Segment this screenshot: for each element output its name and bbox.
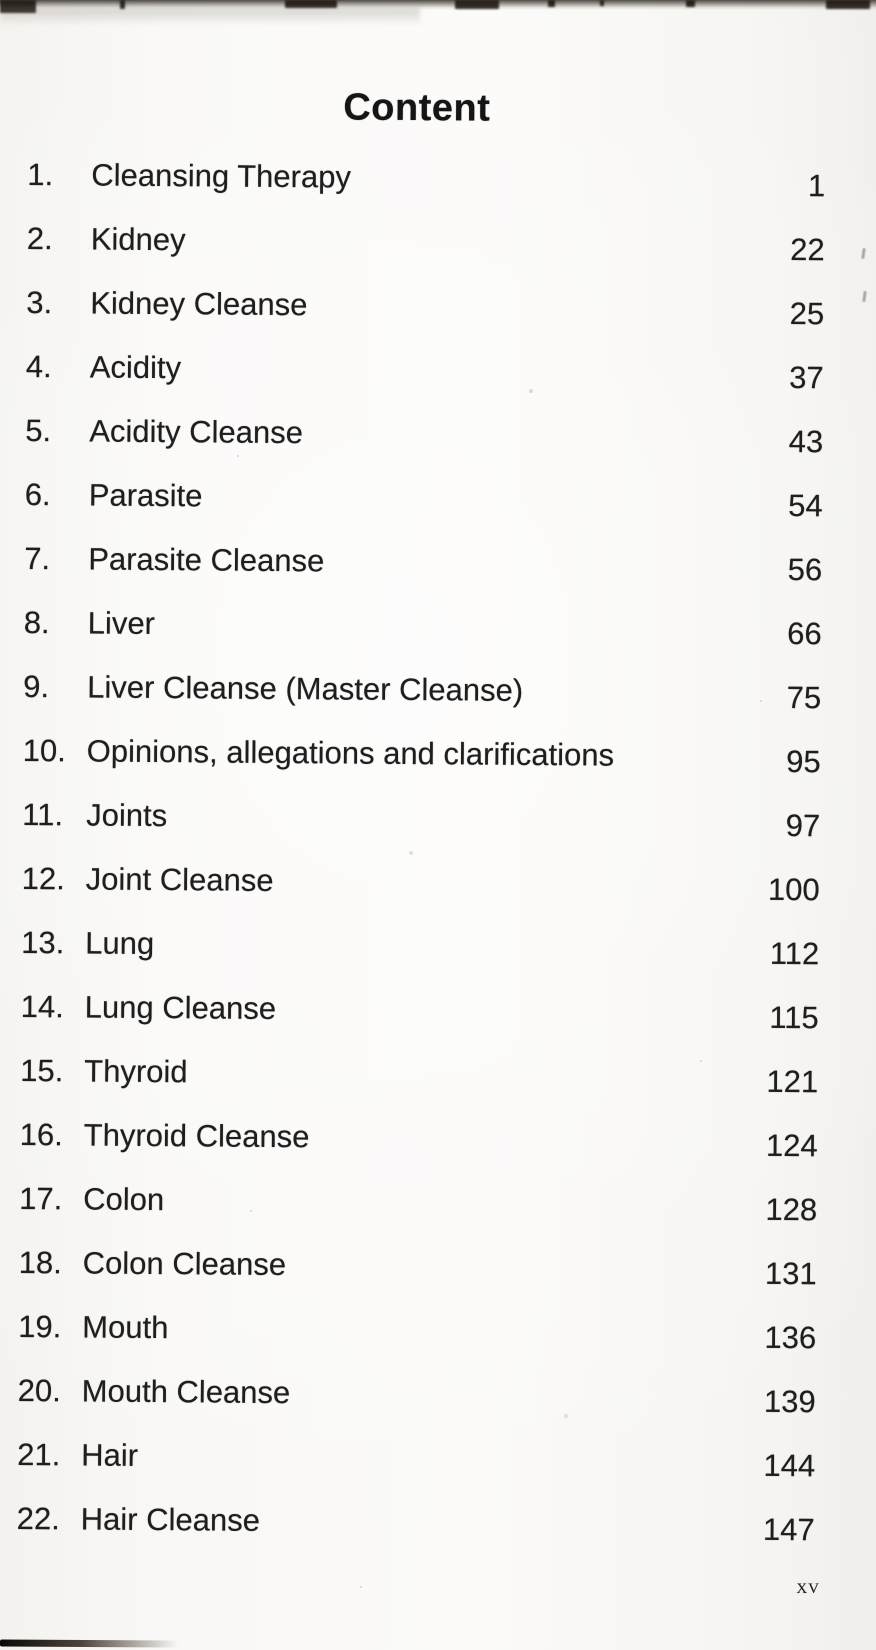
toc-entry-page: 139 (763, 1383, 816, 1420)
toc-entry-title: Thyroid (84, 1053, 188, 1090)
toc-entry-title: Liver Cleanse (Master Cleanse) (87, 669, 524, 708)
scan-noise-specks (0, 0, 2, 2)
toc-entry-number: 2. (26, 220, 53, 257)
toc-entry-number: 19. (18, 1308, 62, 1345)
toc-entry-number: 8. (23, 604, 50, 641)
toc-entry (20, 1054, 818, 1124)
toc-entry-title: Cleansing Therapy (91, 157, 352, 195)
toc-entry (24, 542, 822, 612)
toc-entry-number: 3. (26, 284, 53, 321)
toc-entry-title: Hair (81, 1437, 139, 1473)
toc-entry-title: Colon Cleanse (82, 1245, 287, 1283)
toc-entry-title: Joint Cleanse (85, 861, 274, 898)
toc-entry-number: 6. (24, 476, 51, 513)
toc-entry (22, 798, 820, 868)
toc-entry-number: 10. (22, 732, 67, 769)
toc-entry-page: 1 (807, 168, 826, 204)
toc-entry-page: 115 (769, 999, 819, 1036)
toc-entry-number: 21. (17, 1436, 61, 1473)
toc-entry (23, 606, 821, 676)
scan-bottom-edge (0, 1640, 178, 1648)
toc-entry-number: 20. (17, 1372, 61, 1409)
toc-entry (21, 862, 819, 932)
scan-smudge (686, 0, 695, 7)
toc-entry-number: 7. (24, 540, 51, 577)
toc-entry-title: Acidity (89, 349, 182, 386)
toc-entry-title: Lung Cleanse (84, 989, 277, 1026)
toc-entry-title: Liver (87, 605, 156, 642)
scan-smudge (600, 0, 604, 6)
toc-entry-page: 121 (766, 1063, 819, 1100)
toc-entry (17, 1438, 815, 1508)
scan-smudge (285, 0, 337, 8)
toc-entry-page: 95 (786, 743, 821, 780)
toc-entry-page: 25 (789, 295, 825, 332)
toc-entry-title: Hair Cleanse (80, 1501, 261, 1538)
toc-entry-page: 128 (765, 1191, 818, 1228)
folio-page-number: xv (796, 1574, 820, 1598)
toc-content (16, 84, 826, 1572)
toc-entry-title: Joints (86, 797, 168, 834)
toc-entry-number: 16. (19, 1116, 63, 1153)
toc-entry-title: Colon (83, 1181, 165, 1218)
toc-entry-page: 136 (764, 1319, 817, 1356)
toc-entry-title: Mouth Cleanse (81, 1373, 291, 1411)
toc-entry (16, 1502, 814, 1572)
toc-entry-number: 12. (21, 860, 66, 897)
toc-entry-title: Kidney Cleanse (90, 285, 308, 323)
scan-edge-mark (861, 248, 866, 259)
toc-entry-title: Opinions, allegations and clarifications (86, 733, 615, 773)
toc-entry (18, 1310, 816, 1380)
toc-entry-page: 22 (790, 231, 825, 268)
toc-entry (21, 926, 819, 996)
scan-page-curl-shadow (0, 8, 420, 28)
toc-entry (26, 222, 824, 292)
toc-entry (25, 350, 823, 420)
toc-entry-page: 124 (765, 1127, 818, 1164)
toc-entry-page: 97 (785, 807, 821, 844)
toc-entry-number: 22. (16, 1500, 60, 1537)
toc-entry-page: 54 (788, 487, 823, 524)
toc-entry-number: 5. (25, 412, 52, 449)
toc-entry (26, 286, 824, 356)
toc-entry (17, 1374, 815, 1444)
toc-entry-number: 1. (27, 156, 54, 193)
page-title: Content (343, 86, 491, 130)
scan-edge-mark (862, 291, 867, 302)
toc-entry-page: 66 (787, 615, 822, 652)
toc-entry-page: 112 (769, 935, 820, 972)
toc-entry-title: Lung (85, 925, 155, 962)
toc-entry-title: Kidney (90, 221, 186, 258)
toc-entry-page: 147 (762, 1511, 815, 1548)
toc-entry (23, 670, 821, 740)
scan-smudge (548, 0, 555, 7)
toc-entry-title: Acidity Cleanse (89, 413, 304, 451)
toc-entry-number: 18. (18, 1244, 62, 1281)
toc-entry-page: 131 (764, 1255, 817, 1292)
scan-smudge (455, 0, 499, 9)
toc-entry (27, 158, 825, 228)
toc-entry (19, 1182, 817, 1252)
toc-entry-page: 43 (788, 423, 824, 460)
toc-entry-number: 11. (22, 796, 64, 833)
toc-entry-page: 37 (789, 359, 824, 396)
toc-entry-number: 13. (21, 924, 65, 961)
scan-smudge (826, 0, 870, 9)
toc-entry-page: 56 (787, 551, 823, 588)
toc-entry (18, 1246, 816, 1316)
toc-entry-number: 9. (23, 668, 50, 705)
toc-entry-number: 14. (20, 988, 65, 1025)
toc-entry (25, 414, 823, 484)
toc-entry-page: 100 (767, 871, 820, 908)
toc-entry-number: 4. (25, 348, 52, 385)
toc-entry (24, 478, 822, 548)
toc-entry-number: 15. (20, 1052, 64, 1089)
toc-entry (20, 990, 818, 1060)
toc-entry (22, 734, 820, 804)
toc-list (16, 158, 825, 1572)
toc-entry-number: 17. (19, 1180, 63, 1217)
toc-entry-page: 144 (763, 1447, 816, 1484)
toc-entry-title: Mouth (82, 1309, 169, 1346)
toc-entry-title: Thyroid Cleanse (83, 1117, 310, 1155)
toc-entry-page: 75 (786, 679, 822, 716)
toc-entry (19, 1118, 817, 1188)
toc-entry-title: Parasite Cleanse (88, 541, 325, 579)
toc-entry-title: Parasite (88, 477, 203, 514)
